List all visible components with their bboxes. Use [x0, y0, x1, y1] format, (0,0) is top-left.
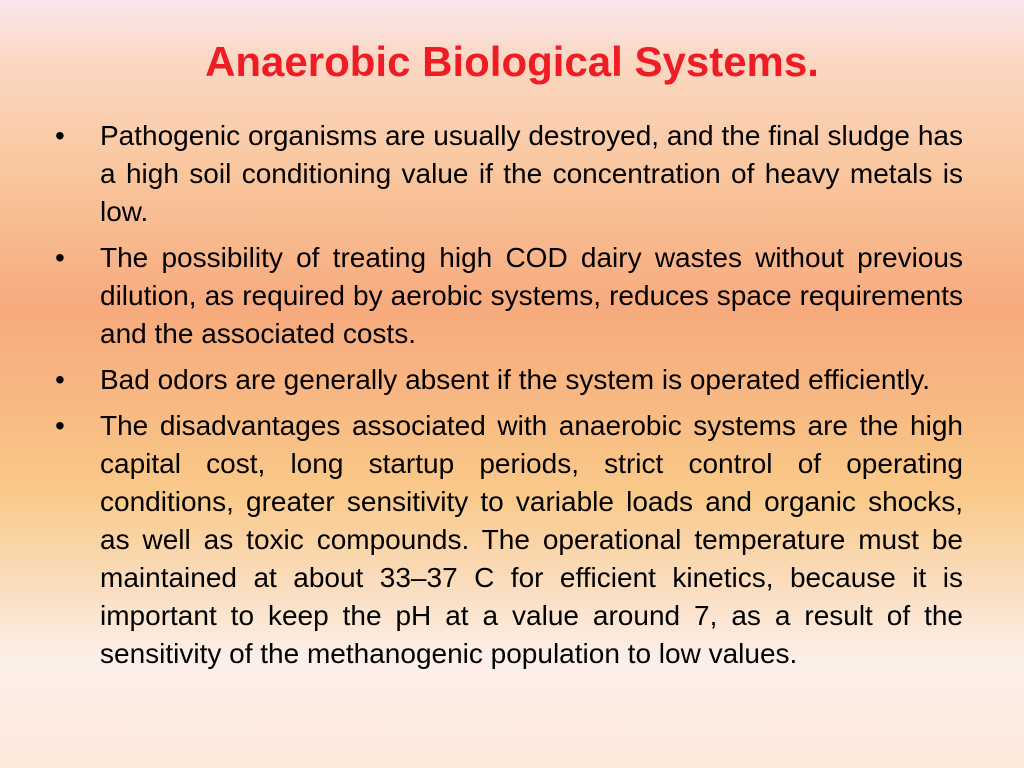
bullet-text: The disadvantages associated with anaerobic systems are the high capital cost, long startup periods, strict control of operating conditions, greater sensitivity to variable loads and organic shocks, as well as toxic compounds. The operational temperature must be maintained at about 33–37 C for efficient kinetics, because it is important to keep the pH at a value around 7, as a result of the sensitivity of the methanogenic population to low values.	[100, 410, 963, 669]
bullet-list	[55, 117, 963, 681]
bullet-point-icon: •	[55, 410, 65, 441]
bullet-item-pathogens	[55, 117, 963, 231]
bullet-text: Pathogenic organisms are usually destroyed, and the final sludge has a high soil conditioning value if the concentration of heavy metals is low.	[100, 120, 963, 227]
bullet-point-icon: •	[55, 242, 65, 273]
bullet-item-disadvantages	[55, 407, 963, 673]
bullet-text: Bad odors are generally absent if the system is operated efficiently.	[100, 364, 931, 395]
bullet-text: The possibility of treating high COD dairy wastes without previous dilution, as required by aerobic systems, reduces space requirements and the associated costs.	[100, 242, 963, 349]
bullet-point-icon: •	[55, 120, 65, 151]
bullet-point-icon: •	[55, 364, 65, 395]
bullet-item-odors	[55, 361, 963, 399]
bullet-item-high-cod	[55, 239, 963, 353]
slide-title: Anaerobic Biological Systems.	[205, 38, 819, 85]
